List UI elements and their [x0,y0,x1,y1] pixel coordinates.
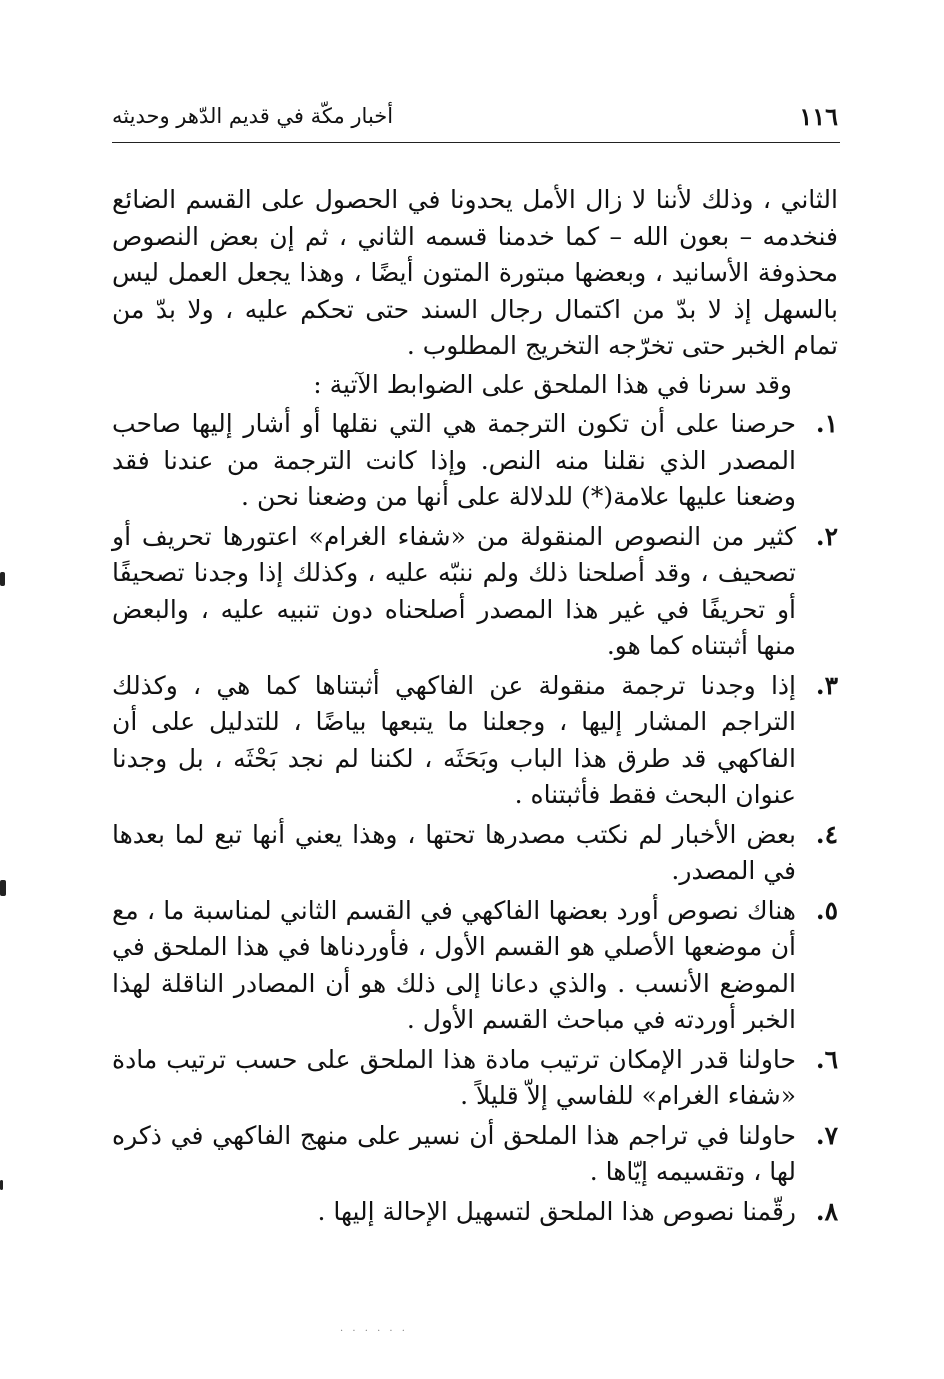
rule-number: ٤. [815,819,838,849]
rule-item [112,668,838,814]
scan-edge-mark [0,572,5,586]
rule-text: هناك نصوص أورد بعضها الفاكهي في القسم الثاني لمناسبة ما ، مع أن موضعها الأصلي هو القسم الأول ، فأوردناها في هذا الملحق في الموضع الأنسب . والذي دعانا إلى ذلك هو أن المصادر الناقلة لهذا الخبر أوردته في مباحث القسم الأول . [112,895,796,1034]
body-text [112,182,838,1230]
header-divider [112,142,840,143]
rules-lead-in: وقد سرنا في هذا الملحق على الضوابط الآتية : [313,369,792,399]
rule-number: ٥. [815,895,838,925]
rule-item [112,1194,838,1231]
rule-number: ٧. [815,1120,838,1150]
rule-text: حاولنا في تراجم هذا الملحق أن نسير على منهج الفاكهي في ذكره لها ، وتقسيمه إيّاها . [112,1120,796,1186]
rule-text: إذا وجدنا ترجمة منقولة عن الفاكهي أثبتناها كما هي ، وكذلك التراجم المشار إليها ، وجعلنا ما يتبعها بياضًا ، للتدليل على أن الفاكهي قد طرق هذا الباب وبَحَثَه ، لكننا لم نجد بَحْثَه ، بل وجدنا عنوان البحث فقط فأثبتناه . [112,670,796,809]
rule-text: رقّمنا نصوص هذا الملحق لتسهيل الإحالة إليها . [317,1196,796,1226]
intro-paragraph: الثاني ، وذلك لأننا لا زال الأمل يحدونا في الحصول على القسم الضائع فنخدمه – بعون الله – كما خدمنا قسمه الثاني ، ثم إن بعض النصوص محذوفة الأسانيد ، وبعضها مبتورة المتون أيضًا ، وهذا يجعل العمل ليس بالسهل إذ لا بدّ من اكتمال رجال السند حتى تحكم عليه ، ولا بدّ من تمام الخبر حتى تخرّجه التخريج المطلوب . [112,185,838,360]
rule-text: حاولنا قدر الإمكان ترتيب مادة هذا الملحق على حسب ترتيب مادة «شفاء الغرام» للفاسي إلاّ قليلاً . [112,1044,796,1110]
rule-text: كثير من النصوص المنقولة من «شفاء الغرام» اعتورها تحريف أو تصحيف ، وقد أصلحنا ذلك ولم ننبّه عليه ، وكذلك إذا وجدنا تصحيفًا أو تحريفًا في غير هذا المصدر أصلحناه دون تنبيه عليه ، والبعض منها أثبتناه كما هو. [112,521,796,660]
rule-item [112,519,838,665]
scan-edge-mark [0,1180,3,1190]
scan-specks: · · · · · · [340,1326,408,1337]
page-number: ١١٦ [799,102,838,131]
rule-item [112,1118,838,1191]
rule-item [112,817,838,890]
scan-edge-mark [0,880,6,896]
running-title: أخبار مكّة في قديم الدّهر وحديثه [112,104,394,128]
rule-number: ٦. [815,1044,838,1074]
rules-list [112,406,838,1230]
rule-item [112,406,838,516]
rule-number: ٢. [815,521,838,551]
rule-number: ١. [815,409,838,438]
rule-number: ٨. [815,1196,838,1226]
rule-item [112,893,838,1039]
rule-item [112,1042,838,1115]
rule-text: حرصنا على أن تكون الترجمة هي التي نقلها أو أشار إليها صاحب المصدر الذي نقلنا منه النص. وإذا كانت الترجمة من عندنا فقد وضعنا عليها علامة(*) للدلالة على أنها من وضعنا نحن . [112,409,796,511]
running-head [112,98,838,138]
rule-text: بعض الأخبار لم نكتب مصدرها تحتها ، وهذا يعني أنها تبع لما بعدها في المصدر. [112,819,796,885]
rule-number: ٣. [815,670,838,700]
